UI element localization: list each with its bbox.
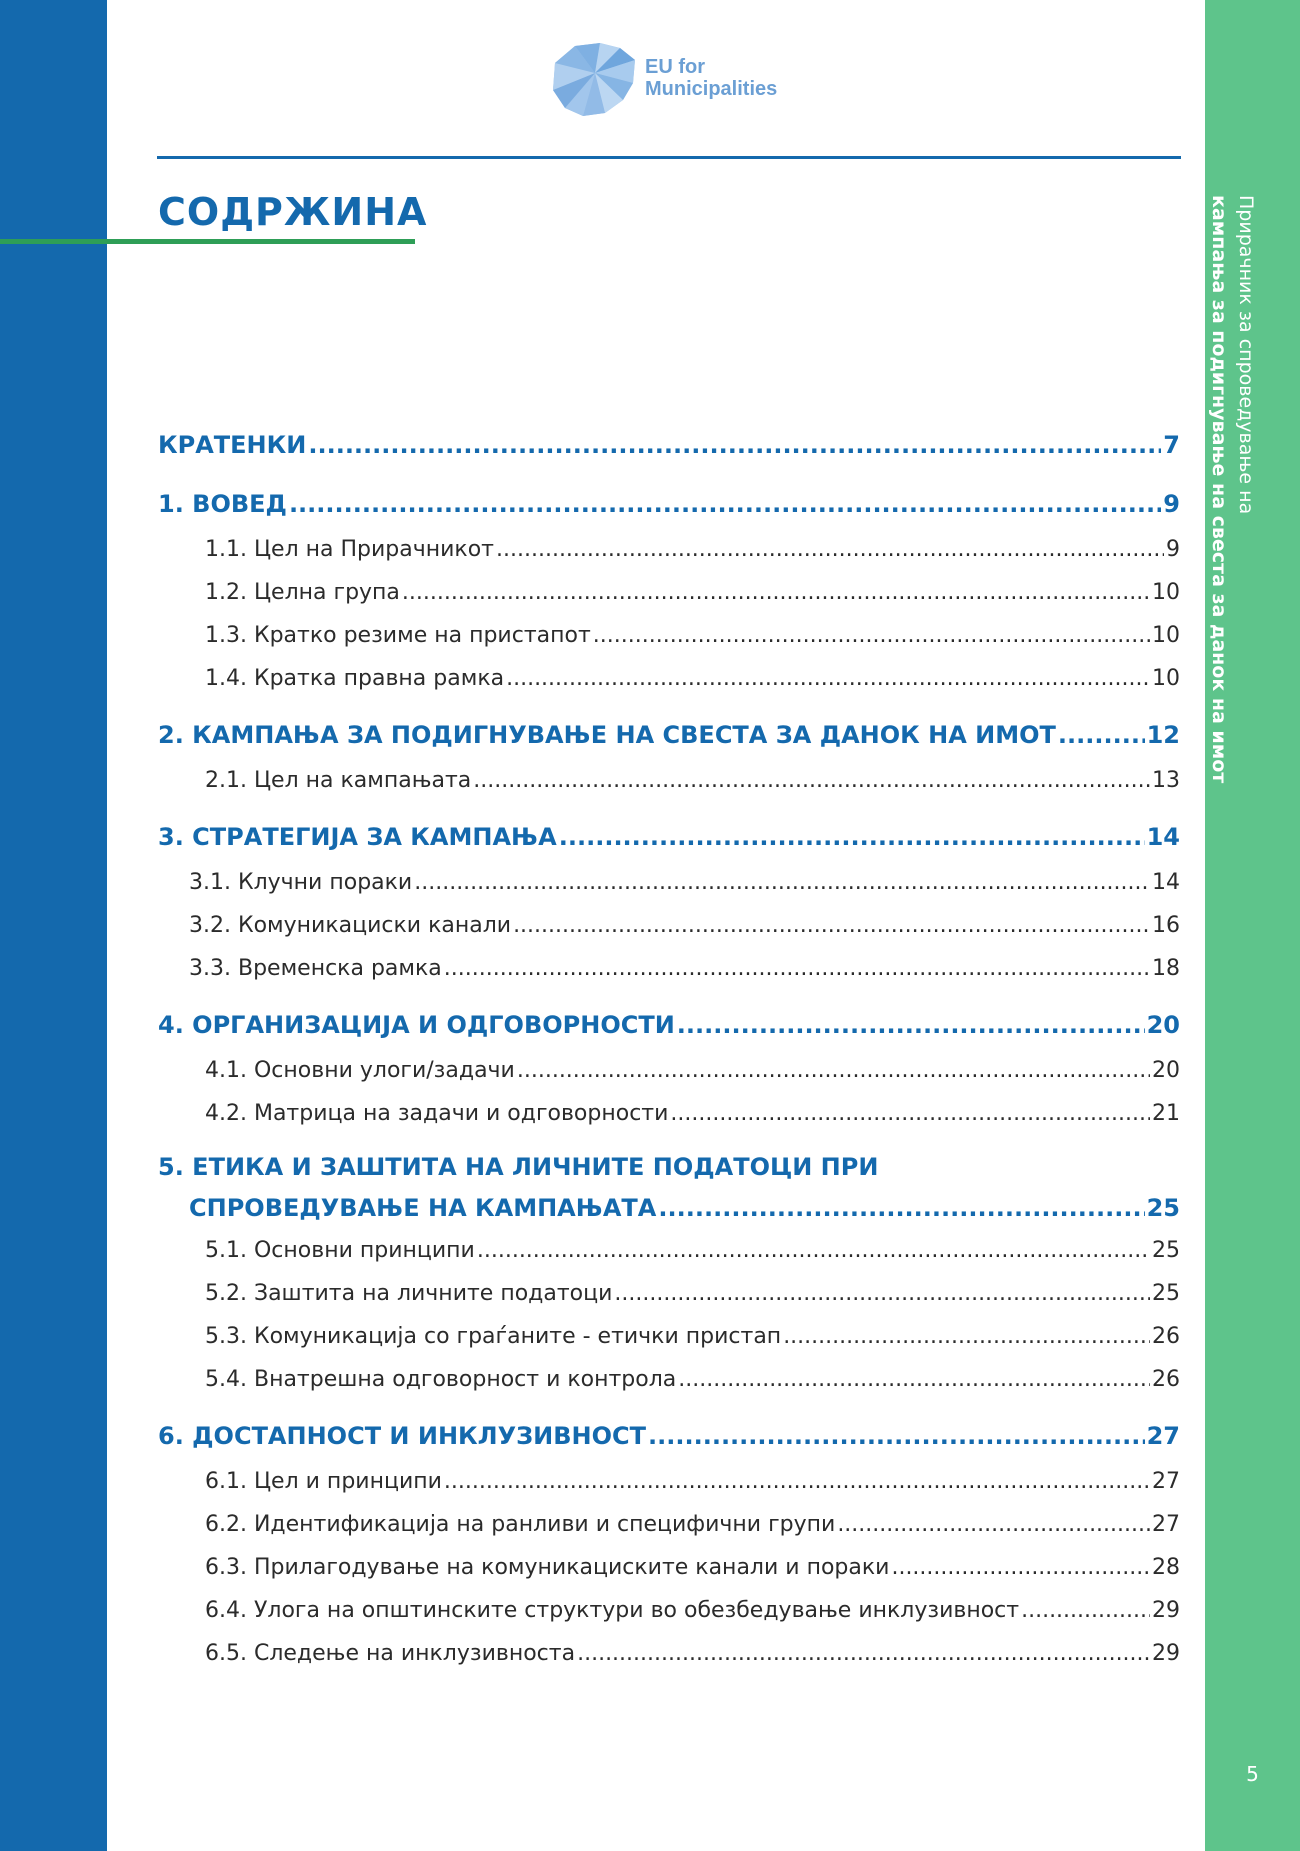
toc-leader (837, 1503, 1150, 1546)
toc-entry-title: 3. СТРАТЕГИЈА ЗА КАМПАЊА (158, 823, 557, 851)
toc-entry[interactable] (158, 1589, 1180, 1632)
toc-entry-page: 25 (1146, 1194, 1180, 1222)
toc-entry-page: 12 (1146, 721, 1180, 749)
toc-entry-title: 6. ДОСТАПНОСТ И ИНКЛУЗИВНОСТ (158, 1422, 646, 1450)
toc-entry-page: 25 (1152, 1281, 1180, 1306)
toc-entry[interactable] (158, 571, 1180, 614)
toc-leader (402, 571, 1150, 614)
eu-for-municipalities-logo (545, 38, 805, 118)
toc-entry-title: 6.3. Прилагодување на комуникациските канали и пораки (205, 1555, 890, 1580)
toc-entry-title: 1.2. Целна група (205, 580, 400, 605)
toc-entry-page: 14 (1152, 870, 1180, 895)
toc-entry-title: 1.4. Кратка правна рамка (205, 666, 505, 691)
toc-entry[interactable] (158, 759, 1180, 802)
toc-entry-page: 27 (1152, 1512, 1180, 1537)
toc-entry-title: 6.1. Цел и принципи (205, 1469, 442, 1494)
toc-entry-title: 4. ОРГАНИЗАЦИЈА И ОДГОВОРНОСТИ (158, 1011, 675, 1039)
toc-entry-title-continued: СПРОВЕДУВАЊЕ НА КАМПАЊАТА (189, 1194, 657, 1222)
toc-entry-page: 25 (1152, 1238, 1180, 1263)
toc-entry[interactable] (158, 1272, 1180, 1315)
toc-entry-title: 5. ЕТИКА И ЗАШТИТА НА ЛИЧНИТЕ ПОДАТОЦИ ПРИ (158, 1153, 879, 1181)
toc-entry[interactable] (158, 481, 1180, 528)
toc-leader (593, 614, 1150, 657)
toc-entry[interactable] (158, 861, 1180, 904)
toc-entry-page: 27 (1146, 1422, 1180, 1450)
toc-entry-title: 5.4. Внатрешна одговорност и контрола (205, 1367, 677, 1392)
toc-entry[interactable] (158, 947, 1180, 990)
toc-entry-title: 5.2. Заштита на личните податоци (205, 1281, 613, 1306)
toc-entry[interactable] (158, 657, 1180, 700)
toc-entry[interactable] (158, 814, 1180, 861)
toc-leader (559, 814, 1145, 861)
toc-entry-page: 14 (1146, 823, 1180, 851)
toc-entry-title: 3.2. Комуникациски канали (189, 913, 512, 938)
toc-leader (648, 1413, 1145, 1460)
toc-entry-page: 26 (1152, 1324, 1180, 1349)
page-number: 5 (1246, 1762, 1259, 1786)
toc-leader (414, 861, 1150, 904)
toc-entry-title: 3.1. Клучни пораки (189, 870, 413, 895)
toc-entry-page: 29 (1152, 1641, 1180, 1666)
toc-entry-heading-line1[interactable] (158, 1147, 1180, 1187)
toc-entry[interactable] (158, 904, 1180, 947)
top-divider (157, 156, 1181, 159)
toc-entry-page: 10 (1152, 666, 1180, 691)
toc-leader (444, 947, 1150, 990)
toc-entry-title: 4.1. Основни улоги/задачи (205, 1058, 515, 1083)
toc-entry[interactable] (158, 1049, 1180, 1092)
toc-entry-page: 9 (1163, 490, 1180, 518)
logo-text-line1: EU for (645, 56, 705, 78)
toc-entry[interactable] (158, 1229, 1180, 1272)
toc-entry-title: 1. ВОВЕД (158, 490, 287, 518)
table-of-contents (158, 422, 1180, 1675)
left-blue-bar (0, 0, 107, 1851)
toc-leader (677, 1002, 1145, 1049)
toc-entry[interactable] (158, 1315, 1180, 1358)
toc-entry-title: КРАТЕНКИ (158, 431, 307, 459)
toc-entry[interactable] (158, 1002, 1180, 1049)
toc-entry-page: 28 (1152, 1555, 1180, 1580)
toc-leader (513, 904, 1150, 947)
toc-leader (678, 1358, 1150, 1401)
toc-leader (670, 1092, 1150, 1135)
toc-entry-title: 2. КАМПАЊА ЗА ПОДИГНУВАЊЕ НА СВЕСТА ЗА ДАНОК НА ИМОТ (158, 721, 1056, 749)
toc-entry[interactable] (158, 1632, 1180, 1675)
toc-leader (496, 528, 1164, 571)
toc-entry-page: 10 (1152, 580, 1180, 605)
toc-entry-page: 20 (1146, 1011, 1180, 1039)
toc-leader (477, 1229, 1150, 1272)
toc-leader (1058, 712, 1145, 759)
map-logo-icon (545, 38, 645, 118)
toc-leader (444, 1460, 1150, 1503)
toc-entry-page: 16 (1152, 913, 1180, 938)
toc-entry-page: 10 (1152, 623, 1180, 648)
toc-entry-title: 5.3. Комуникација со граѓаните - етички пристап (205, 1324, 782, 1349)
toc-entry[interactable] (158, 1358, 1180, 1401)
toc-leader (1021, 1589, 1150, 1632)
toc-leader (473, 759, 1150, 802)
toc-entry[interactable] (158, 1092, 1180, 1135)
logo-text-line2: Municipalities (645, 78, 778, 100)
toc-entry-page: 13 (1152, 768, 1180, 793)
toc-leader (517, 1049, 1150, 1092)
toc-leader (308, 422, 1161, 469)
running-title-line1: Прирачник за спроведување на (1235, 195, 1257, 515)
toc-leader (614, 1272, 1150, 1315)
toc-entry[interactable] (158, 1546, 1180, 1589)
toc-entry[interactable] (158, 1413, 1180, 1460)
toc-entry-page: 21 (1152, 1101, 1180, 1126)
title-underline (0, 239, 415, 244)
toc-entry-title: 3.3. Временска рамка (189, 956, 442, 981)
toc-entry[interactable] (158, 422, 1180, 469)
toc-entry-title: 5.1. Основни принципи (205, 1238, 475, 1263)
toc-entry-page: 29 (1152, 1598, 1180, 1623)
running-title (1205, 195, 1259, 783)
logo-text (645, 56, 777, 100)
running-title-line2: кампања за подигнување на свеста за данок на имот (1208, 195, 1230, 784)
toc-entry[interactable] (158, 1187, 1180, 1229)
toc-entry-title: 4.2. Матрица на задачи и одговорности (205, 1101, 669, 1126)
toc-entry-title: 1.3. Кратко резиме на пристапот (205, 623, 591, 648)
toc-entry-page: 9 (1166, 537, 1180, 562)
toc-leader (658, 1187, 1144, 1229)
toc-entry[interactable] (158, 1503, 1180, 1546)
toc-entry-title: 6.5. Следење на инклузивноста (205, 1641, 576, 1666)
page-title: СОДРЖИНА (158, 190, 428, 234)
toc-entry-page: 7 (1163, 431, 1180, 459)
toc-entry-title: 1.1. Цел на Прирачникот (205, 537, 494, 562)
toc-entry[interactable] (158, 528, 1180, 571)
toc-entry-page: 27 (1152, 1469, 1180, 1494)
toc-leader (891, 1546, 1150, 1589)
toc-entry[interactable] (158, 712, 1180, 759)
toc-leader (506, 657, 1150, 700)
toc-leader (783, 1315, 1150, 1358)
toc-entry-page: 20 (1152, 1058, 1180, 1083)
toc-entry-title: 6.2. Идентификација на ранливи и специфични групи (205, 1512, 836, 1537)
toc-leader (577, 1632, 1150, 1675)
toc-entry[interactable] (158, 614, 1180, 657)
toc-entry-title: 6.4. Улога на општинските структури во обезбедување инклузивност (205, 1598, 1020, 1623)
toc-entry-page: 18 (1152, 956, 1180, 981)
toc-entry-title: 2.1. Цел на кампањата (205, 768, 472, 793)
toc-leader (289, 481, 1161, 528)
toc-entry-page: 26 (1152, 1367, 1180, 1392)
toc-entry[interactable] (158, 1460, 1180, 1503)
